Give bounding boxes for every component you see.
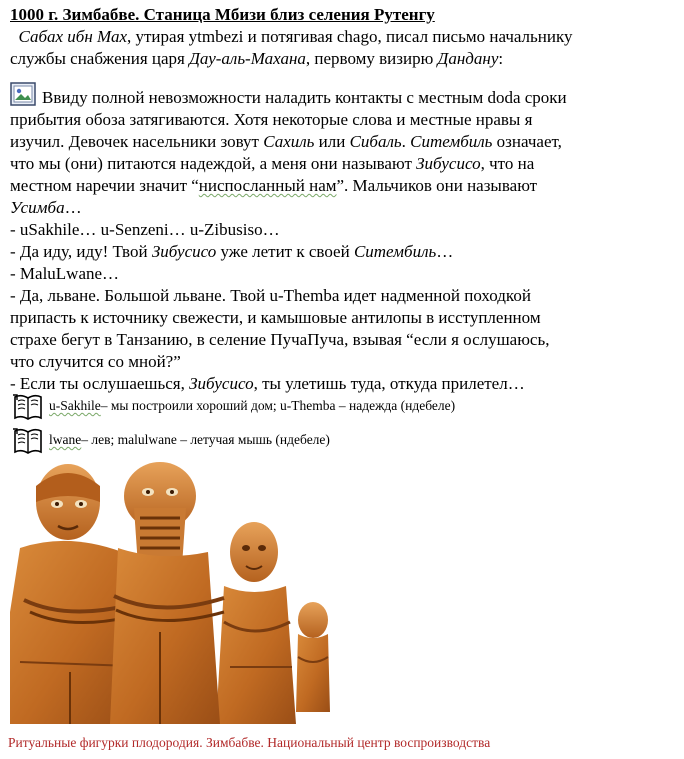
letter-text: … — [436, 242, 454, 261]
vizier-name: Дандану — [437, 48, 499, 68]
figurine-bearded — [110, 462, 224, 724]
letter-text: … — [64, 198, 82, 217]
glossary-notes — [12, 389, 682, 457]
letter-text: означает, — [492, 132, 562, 151]
letter-text: уже летит к своей — [216, 242, 354, 261]
intro-text: службы снабжения царя — [10, 48, 190, 68]
intro-text: : — [498, 48, 504, 68]
dialogue-line: - Да, льване. Большой льване. Твой u-Themba идет надменной походкой — [10, 286, 531, 305]
letter-text: , ты улетишь туда, откуда прилетел… — [253, 374, 525, 393]
ruler-name: Дау-аль-Махана — [189, 48, 306, 68]
narrator-name: Зибусисо — [189, 374, 254, 393]
narrator-name: Зибусисо — [151, 242, 217, 261]
fertility-figurines-photo — [10, 462, 332, 730]
glossary-definition: – мы построили хороший дом; u-Themba – надежда (ндебеле) — [100, 398, 456, 413]
boy-name: Усимба — [10, 198, 65, 217]
letter-line — [10, 153, 680, 175]
photo-caption: Ритуальные фигурки плодородия. Зимбабве. Национальный центр воспроизводства — [8, 735, 491, 750]
letter-text: местном наречии значит “ — [10, 176, 199, 195]
dialogue-line: - MaluLwane… — [10, 264, 120, 283]
intro-paragraph — [10, 26, 680, 69]
intro-text: , утирая ytmbezi и потягивая chago, писал письмо начальнику — [127, 27, 573, 46]
figurine-small — [296, 602, 330, 712]
book-icon[interactable] — [12, 391, 44, 421]
letter-text: . — [401, 132, 411, 151]
girl-name: Сахиль — [263, 132, 315, 151]
letter-text: - Да иду, иду! Твой — [10, 242, 152, 261]
author-name: Сабах ибн Мах — [18, 27, 127, 46]
glossary-note — [12, 423, 682, 457]
dialogue-line: страхе бегут в Танзанию, в селение ПучаПуча, взывая “если я ослушаюсь, — [10, 330, 550, 349]
spellcheck-phrase: ниспосланный нам — [198, 176, 337, 195]
book-icon[interactable] — [12, 425, 44, 455]
letter-line — [10, 197, 680, 219]
glossary-word: u-Sakhile — [49, 398, 101, 413]
intro-text: , первому визирю — [305, 48, 438, 68]
letter-line: прибытия обоза затягиваются. Хотя некоторые слова и местные нравы я — [10, 110, 533, 129]
image-placeholder-icon[interactable] — [10, 82, 36, 106]
narrator-name: Зибусисо — [416, 154, 481, 173]
girl-name: Сибаль — [349, 132, 402, 151]
page-title: 1000 г. Зимбабве. Станица Мбизи близ селения Рутенгу — [10, 5, 435, 24]
glossary-note — [12, 389, 682, 423]
letter-text: - Если ты ослушаешься, — [10, 374, 190, 393]
dialogue-line: припасть к источнику свежести, и камышовые антилопы в исступленном — [10, 308, 541, 327]
letter-text: изучил. Девочек насельники зовут — [10, 132, 264, 151]
dialogue-line — [10, 241, 680, 263]
letter-text: что мы (они) питаются надеждой, а меня они называют — [10, 154, 417, 173]
letter-text: ”. Мальчиков они называют — [336, 176, 538, 195]
letter-text: или — [314, 132, 350, 151]
letter-text: Ввиду полной невозможности наладить контакты с местным doda сроки — [42, 88, 567, 107]
dialogue-line: что случится со мной?” — [10, 352, 181, 371]
girl-name: Ситембиль — [353, 242, 437, 261]
glossary-definition: – лев; malulwane – летучая мышь (ндебеле) — [81, 432, 330, 447]
intro-line-2 — [10, 48, 680, 70]
letter-line — [10, 82, 680, 109]
intro-line-1 — [10, 26, 680, 48]
letter-line — [10, 175, 680, 197]
letter-line — [10, 131, 680, 153]
girl-name: Ситембиль — [410, 132, 493, 151]
figurine-right — [216, 522, 296, 724]
letter-text: , что на — [480, 154, 535, 173]
dialogue-line: - uSakhile… u-Senzeni… u-Zibusiso… — [10, 220, 280, 239]
letter-body — [10, 82, 680, 395]
glossary-word: lwane — [49, 432, 82, 447]
